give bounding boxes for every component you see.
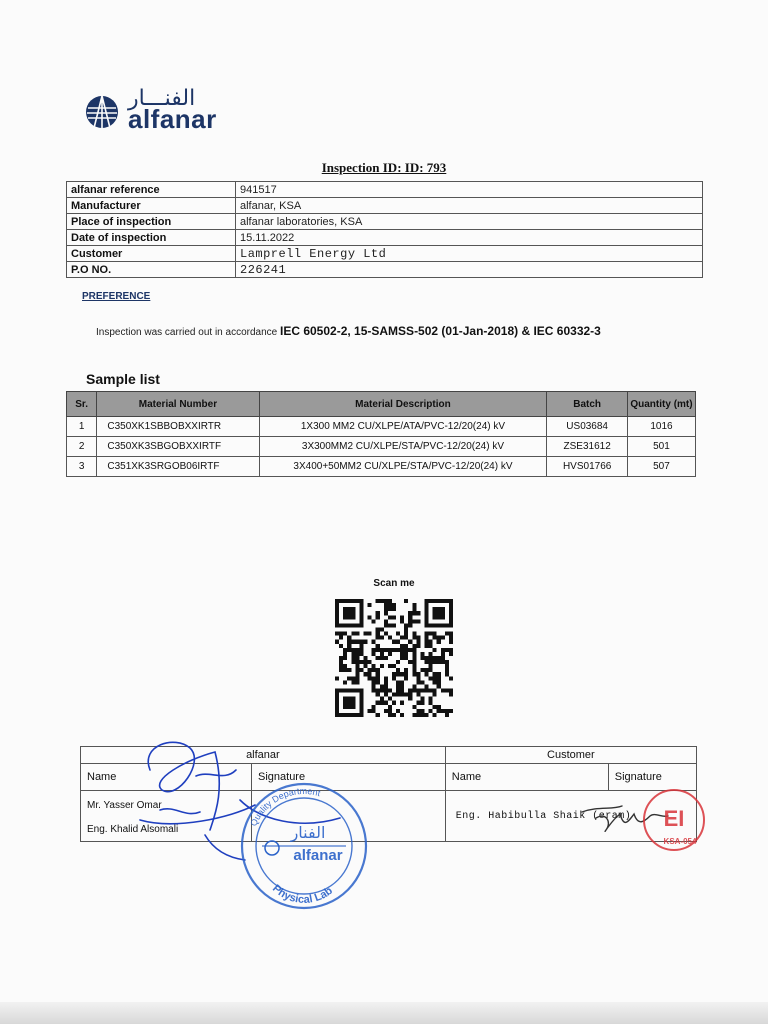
customer-stamp bbox=[644, 790, 704, 850]
info-label: P.O NO. bbox=[67, 262, 236, 278]
alfanar-name: Mr. Yasser Omar bbox=[87, 800, 162, 811]
info-value: Lamprell Energy Ltd bbox=[236, 246, 703, 262]
customer-stamp-mark: EI bbox=[663, 806, 685, 831]
cell-batch: HVS01766 bbox=[547, 457, 628, 477]
col-sr: Sr. bbox=[67, 392, 97, 417]
info-value: 15.11.2022 bbox=[236, 230, 703, 246]
inspection-title: Inspection ID: ID: 793 bbox=[321, 160, 447, 175]
cell-description: 1X300 MM2 CU/XLPE/ATA/PVC-12/20(24) kV bbox=[259, 417, 547, 437]
cell-description: 3X300MM2 CU/XLPE/STA/PVC-12/20(24) kV bbox=[259, 437, 547, 457]
cell-quantity: 507 bbox=[627, 457, 695, 477]
statement-prefix: Inspection was carried out in accordance bbox=[96, 327, 280, 338]
alfanar-stamp bbox=[242, 784, 366, 908]
info-label: Date of inspection bbox=[67, 230, 236, 246]
alfanar-header: alfanar bbox=[81, 747, 446, 764]
col-material-description: Material Description bbox=[259, 392, 547, 417]
stamp-latin-text: alfanar bbox=[293, 847, 343, 864]
preference-heading: PREFERENCE bbox=[82, 291, 151, 302]
customer-stamp-code: KSA-054 bbox=[663, 837, 697, 846]
customer-signature bbox=[582, 806, 668, 831]
info-label: Manufacturer bbox=[67, 198, 236, 214]
cell-quantity: 501 bbox=[627, 437, 695, 457]
cell-sr: 1 bbox=[67, 417, 97, 437]
cell-material-number: C350XK3SBGOBXXIRTF bbox=[97, 437, 259, 457]
stamp-arabic-text: الفنار bbox=[290, 823, 326, 842]
stamp-bottom-text: Physical Lab bbox=[269, 882, 335, 906]
logo-latin-text: alfanar bbox=[128, 104, 217, 134]
info-label: alfanar reference bbox=[67, 182, 236, 198]
stamp-top-text: Quality Department bbox=[248, 785, 322, 828]
customer-header: Customer bbox=[445, 747, 696, 764]
cell-batch: ZSE31612 bbox=[547, 437, 628, 457]
customer-name-label: Name bbox=[445, 764, 608, 791]
info-label: Place of inspection bbox=[67, 214, 236, 230]
info-value: alfanar, KSA bbox=[236, 198, 703, 214]
scan-me-label: Scan me bbox=[373, 578, 415, 589]
cell-material-number: C350XK1SBBOBXXIRTR bbox=[97, 417, 259, 437]
alfanar-name: Eng. Khalid Alsomali bbox=[87, 824, 179, 835]
cell-sr: 2 bbox=[67, 437, 97, 457]
col-material-number: Material Number bbox=[97, 392, 259, 417]
statement-standards: IEC 60502-2, 15-SAMSS-502 (01-Jan-2018) & IEC 60332-3 bbox=[280, 324, 601, 338]
handwritten-signature bbox=[140, 742, 340, 860]
customer-name-text: Eng. Habibulla Shaik (eram) bbox=[455, 810, 632, 822]
col-batch: Batch bbox=[547, 392, 628, 417]
info-value: 941517 bbox=[236, 182, 703, 198]
cell-material-number: C351XK3SRGOB06IRTF bbox=[97, 457, 259, 477]
alfanar-signature-label: Signature bbox=[252, 764, 446, 791]
alfanar-name-label: Name bbox=[81, 764, 252, 791]
cell-batch: US03684 bbox=[547, 417, 628, 437]
cell-quantity: 1016 bbox=[627, 417, 695, 437]
cell-description: 3X400+50MM2 CU/XLPE/STA/PVC-12/20(24) kV bbox=[259, 457, 547, 477]
col-quantity: Quantity (mt) bbox=[627, 392, 695, 417]
logo-arabic-text: الفنـــار bbox=[128, 86, 196, 111]
customer-signature-label: Signature bbox=[608, 764, 696, 791]
info-value: 226241 bbox=[236, 262, 703, 278]
stamp-globe-icon bbox=[265, 841, 279, 855]
cell-sr: 3 bbox=[67, 457, 97, 477]
info-value: alfanar laboratories, KSA bbox=[236, 214, 703, 230]
sample-list-title: Sample list bbox=[86, 371, 160, 387]
info-label: Customer bbox=[67, 246, 236, 262]
